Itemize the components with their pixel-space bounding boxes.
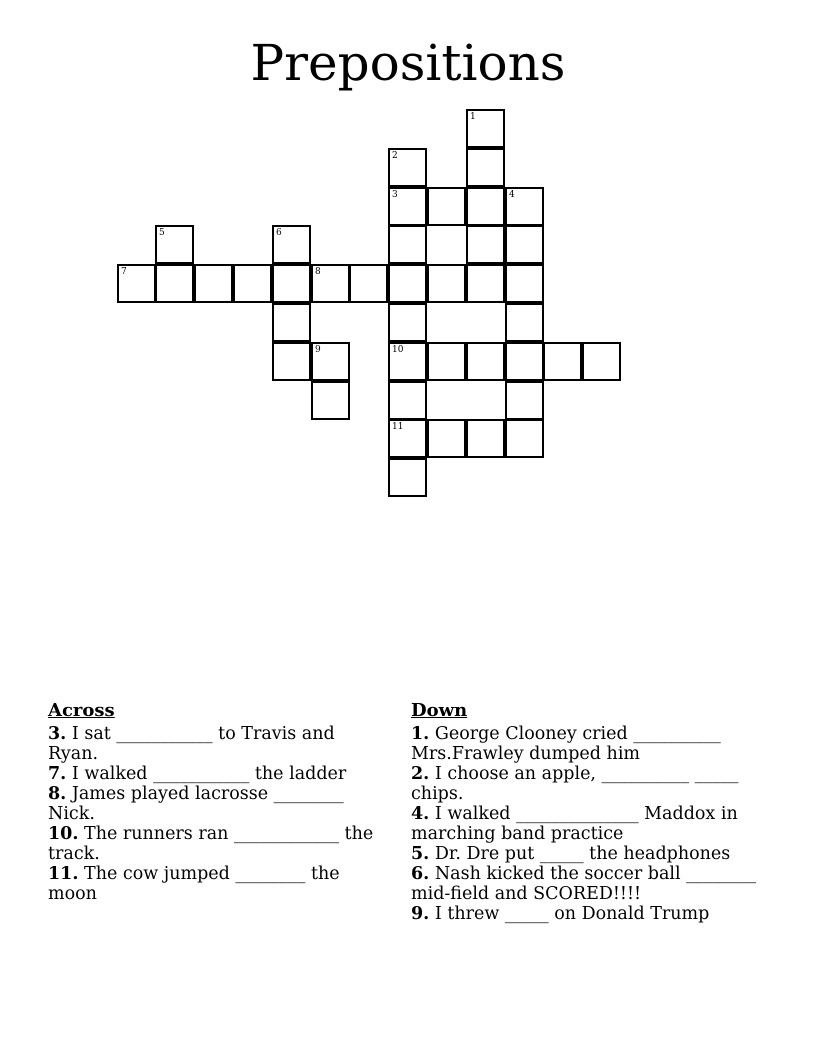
clue-number: 10. <box>48 824 79 844</box>
crossword-cell[interactable] <box>388 381 427 420</box>
crossword-cell[interactable] <box>272 303 311 342</box>
clue-text: Nash kicked the soccer ball ________ mid-field and SCORED!!!! <box>411 864 757 904</box>
clue-text: The cow jumped ________ the moon <box>48 864 340 904</box>
cell-number: 2 <box>392 151 398 161</box>
crossword-cell[interactable] <box>388 148 427 187</box>
cell-number: 7 <box>121 267 127 277</box>
crossword-cell[interactable] <box>388 264 427 303</box>
crossword-cell[interactable] <box>388 303 427 342</box>
cell-number: 4 <box>509 190 515 200</box>
crossword-cell[interactable] <box>427 264 466 303</box>
cell-number: 6 <box>276 228 282 238</box>
clue-number: 1. <box>411 724 430 744</box>
crossword-cell[interactable] <box>466 109 505 148</box>
clue-number: 4. <box>411 804 430 824</box>
crossword-grid <box>0 0 816 520</box>
crossword-cell[interactable] <box>466 148 505 187</box>
crossword-cell[interactable] <box>311 342 350 381</box>
crossword-cell[interactable] <box>505 225 544 264</box>
clue-text: I choose an apple, __________ _____ chips. <box>411 764 739 804</box>
crossword-cell[interactable] <box>388 458 427 497</box>
down-clue <box>411 864 781 904</box>
across-clues <box>48 700 388 904</box>
down-clue <box>411 904 781 924</box>
crossword-cell[interactable] <box>233 264 272 303</box>
across-heading: Across <box>48 700 115 721</box>
clue-text: George Clooney cried __________ Mrs.Frawley dumped him <box>411 724 721 764</box>
clue-number: 2. <box>411 764 430 784</box>
across-clue <box>48 824 388 864</box>
clue-number: 5. <box>411 844 430 864</box>
clue-text: The runners ran ____________ the track. <box>48 824 374 864</box>
crossword-cell[interactable] <box>155 264 194 303</box>
crossword-cell[interactable] <box>272 342 311 381</box>
down-clue <box>411 844 781 864</box>
crossword-cell[interactable] <box>388 225 427 264</box>
crossword-cell[interactable] <box>427 342 466 381</box>
crossword-cell[interactable] <box>349 264 388 303</box>
crossword-cell[interactable] <box>311 381 350 420</box>
clue-number: 3. <box>48 724 67 744</box>
crossword-cell[interactable] <box>505 342 544 381</box>
down-heading: Down <box>411 700 468 721</box>
across-clue <box>48 764 388 784</box>
down-clue <box>411 764 781 804</box>
crossword-cell[interactable] <box>466 342 505 381</box>
clue-text: I threw _____ on Donald Trump <box>434 904 710 924</box>
crossword-cell[interactable] <box>311 264 350 303</box>
crossword-cell[interactable] <box>505 264 544 303</box>
crossword-cell[interactable] <box>272 225 311 264</box>
cell-number: 1 <box>470 112 476 122</box>
crossword-cell[interactable] <box>505 303 544 342</box>
crossword-cell[interactable] <box>505 187 544 226</box>
clue-number: 8. <box>48 784 67 804</box>
across-clue <box>48 784 388 824</box>
clue-text: I walked ______________ Maddox in marching band practice <box>411 804 738 844</box>
crossword-cell[interactable] <box>427 419 466 458</box>
cell-number: 10 <box>392 345 404 355</box>
crossword-cell[interactable] <box>272 264 311 303</box>
crossword-cell[interactable] <box>155 225 194 264</box>
cell-number: 5 <box>159 228 165 238</box>
crossword-cell[interactable] <box>582 342 621 381</box>
cell-number: 3 <box>392 190 398 200</box>
clue-text: I sat ___________ to Travis and Ryan. <box>48 724 335 764</box>
across-clue <box>48 724 388 764</box>
crossword-cell[interactable] <box>466 264 505 303</box>
crossword-cell[interactable] <box>427 187 466 226</box>
crossword-cell[interactable] <box>466 187 505 226</box>
crossword-cell[interactable] <box>505 419 544 458</box>
clue-number: 9. <box>411 904 430 924</box>
crossword-cell[interactable] <box>466 419 505 458</box>
crossword-cell[interactable] <box>117 264 156 303</box>
crossword-cell[interactable] <box>388 342 427 381</box>
down-clues <box>411 700 781 924</box>
crossword-cell[interactable] <box>466 225 505 264</box>
clue-text: I walked ___________ the ladder <box>71 764 347 784</box>
clue-text: James played lacrosse ________ Nick. <box>48 784 344 824</box>
clue-number: 11. <box>48 864 79 884</box>
cell-number: 11 <box>392 422 404 432</box>
crossword-cell[interactable] <box>543 342 582 381</box>
crossword-cell[interactable] <box>505 381 544 420</box>
page-title: Prepositions <box>250 34 566 92</box>
crossword-cell[interactable] <box>388 419 427 458</box>
across-clue <box>48 864 388 904</box>
down-clue <box>411 724 781 764</box>
crossword-cell[interactable] <box>194 264 233 303</box>
crossword-cell[interactable] <box>388 187 427 226</box>
cell-number: 8 <box>315 267 321 277</box>
clue-number: 6. <box>411 864 430 884</box>
clue-text: Dr. Dre put _____ the headphones <box>434 844 731 864</box>
cell-number: 9 <box>315 345 321 355</box>
down-clue <box>411 804 781 844</box>
clue-number: 7. <box>48 764 67 784</box>
